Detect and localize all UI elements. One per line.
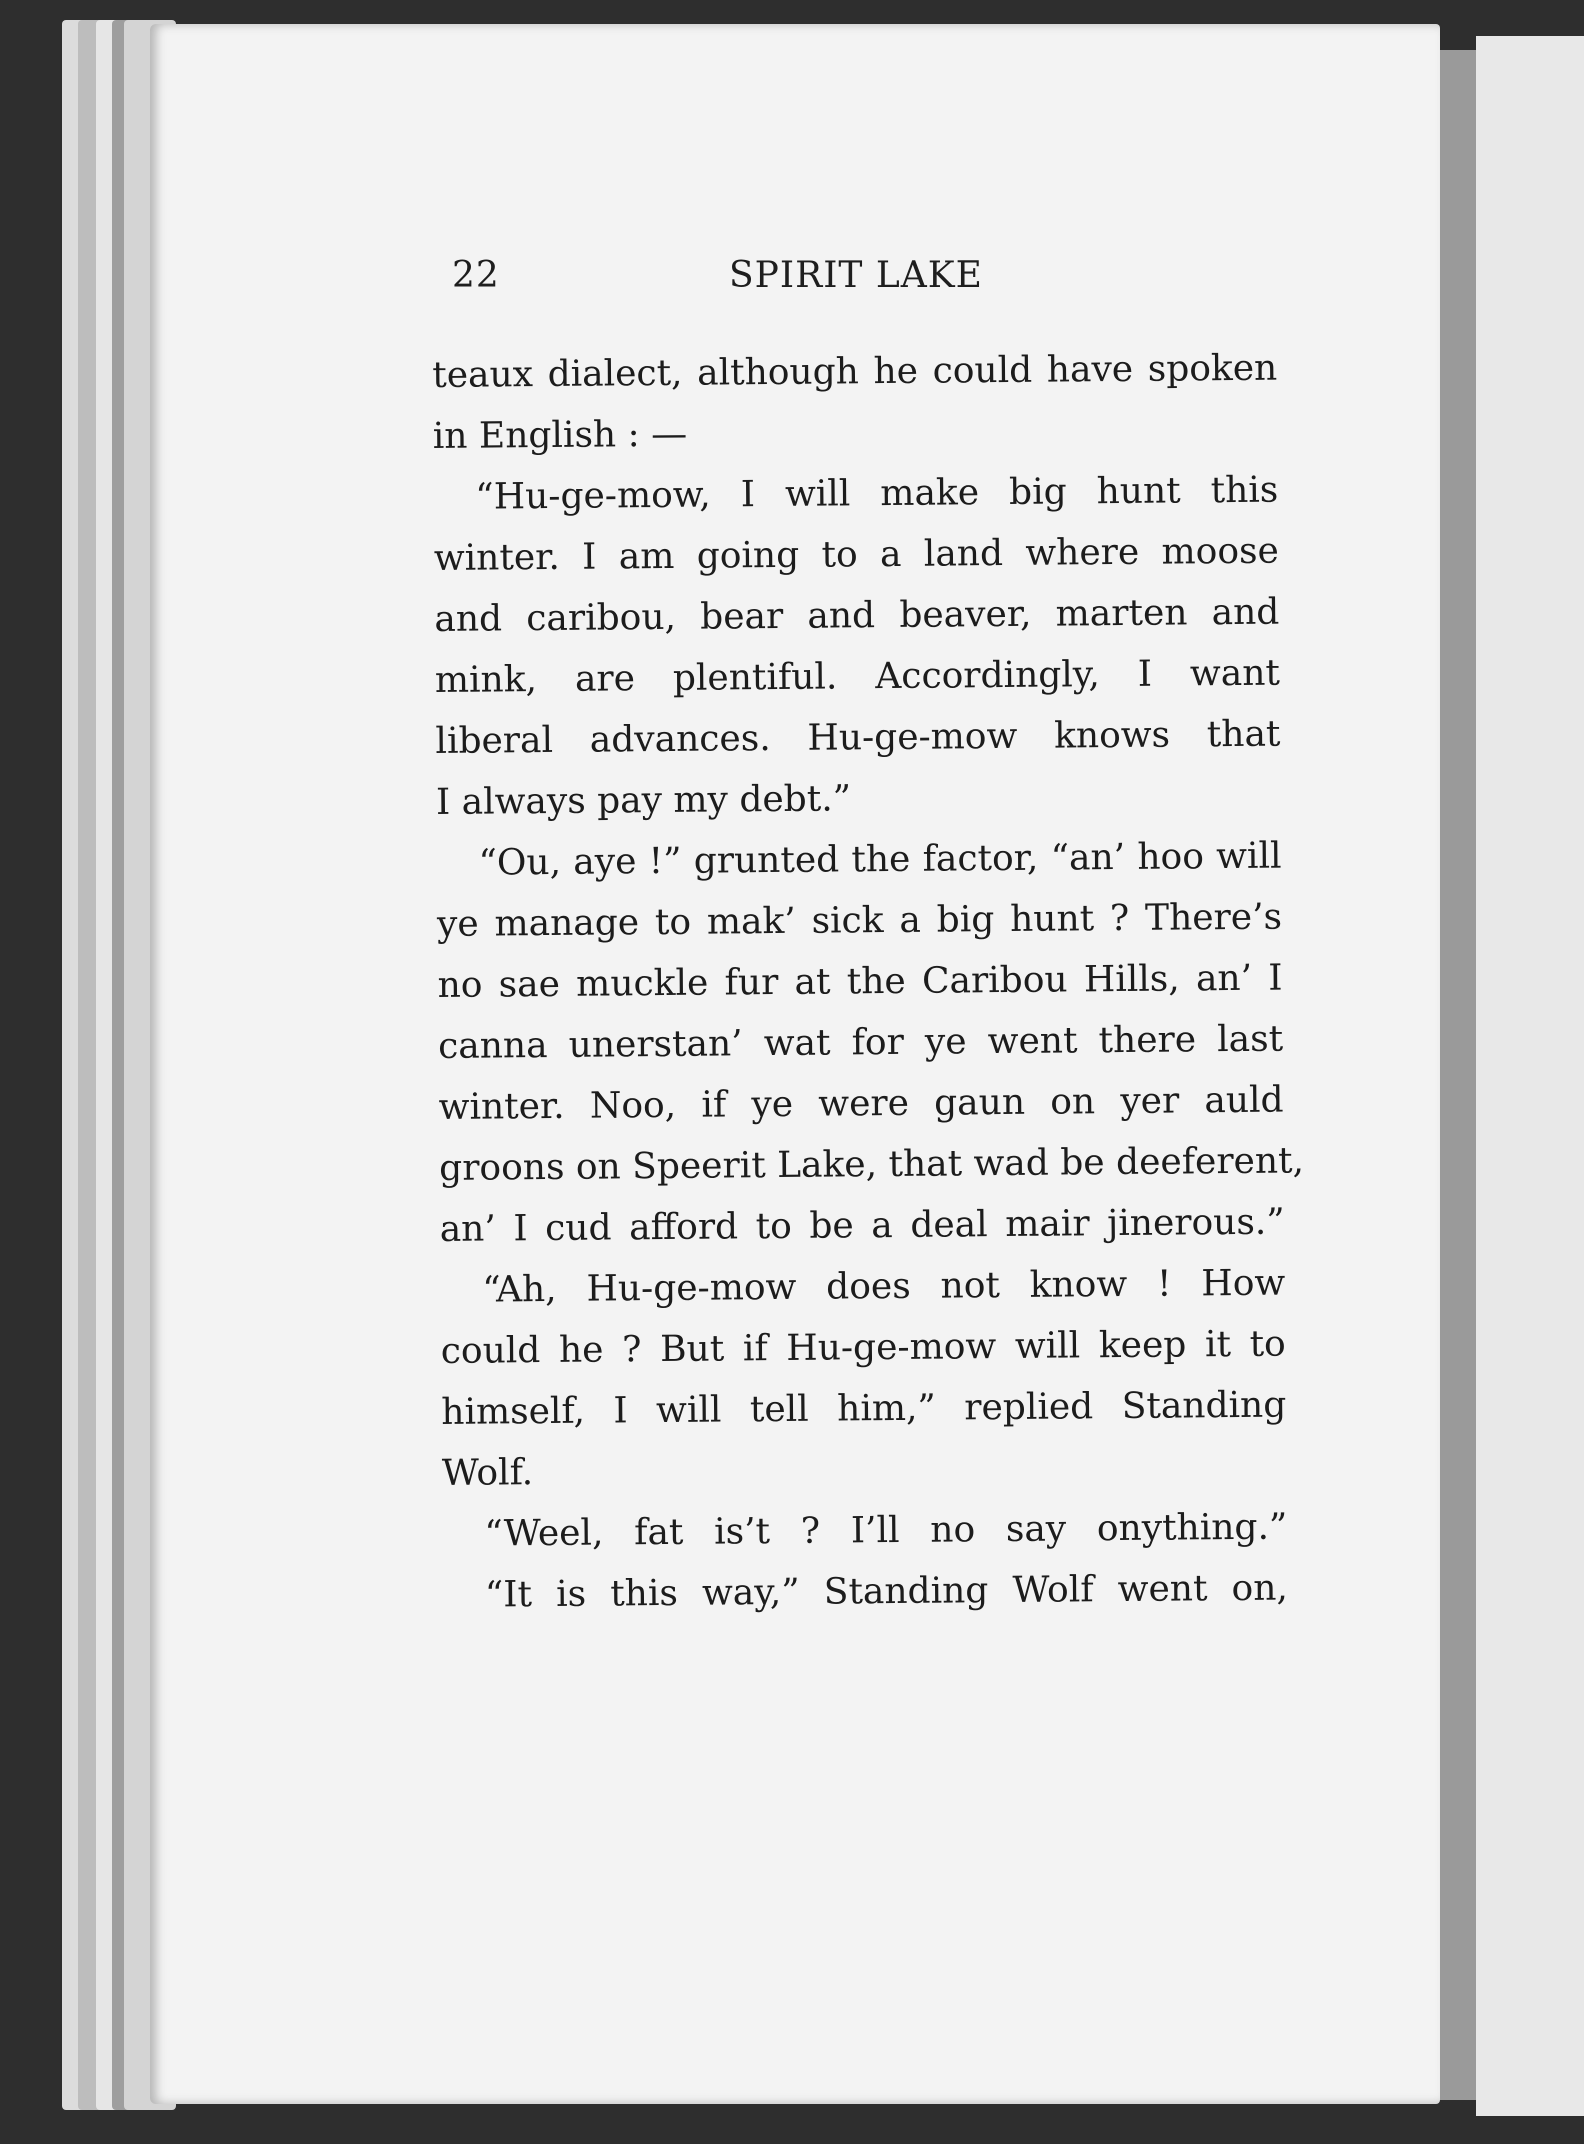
page-number: 22 [452, 255, 500, 296]
text-line: in English : — [432, 413, 688, 457]
text-line: no sae muckle fur at the Caribou Hills, an’ I [437, 957, 1283, 1006]
text-line: “It is this way,” Standing Wolf went on, [484, 1567, 1289, 1616]
text-line: and caribou, bear and beaver, marten and [434, 591, 1280, 640]
text-line: winter. I am going to a land where moose [433, 530, 1280, 579]
text-line: ye manage to mak’ sick a big hunt ? There’s [436, 896, 1283, 945]
text-line: I always pay my debt.” [435, 778, 852, 823]
text-line: liberal advances. Hu-ge-mow knows that [435, 713, 1281, 762]
running-title: SPIRIT LAKE [729, 255, 983, 296]
body-text [432, 338, 1305, 1626]
facing-page-edge [1476, 36, 1584, 2116]
text-line: Wolf. [441, 1452, 534, 1494]
text-line: an’ I cud afford to be a deal mair jinerous.” [439, 1201, 1285, 1250]
text-line: “Weel, fat is’t ? I’ll no say onything.” [484, 1506, 1288, 1555]
text-line: teaux dialect, although he could have spoken [432, 347, 1278, 396]
text-line: “Hu-ge-mow, I will make big hunt this [475, 469, 1279, 518]
text-line: mink, are plentiful. Accordingly, I want [434, 652, 1281, 701]
text-line: could he ? But if Hu-ge-mow will keep it to [440, 1323, 1286, 1372]
text-line: groons on Speerit Lake, that wad be deeferent, [439, 1140, 1305, 1189]
text-line: “Ou, aye !” grunted the factor, “an’ hoo will [478, 835, 1282, 884]
text-line: himself, I will tell him,” replied Standing [441, 1384, 1287, 1433]
text-line: “Ah, Hu-ge-mow does not know ! How [482, 1262, 1286, 1311]
text-line: winter. Noo, if ye were gaun on yer auld [438, 1079, 1284, 1128]
text-line: canna unerstan’ wat for ye went there last [437, 1018, 1284, 1067]
gutter-shadow [1440, 50, 1476, 2100]
running-header [452, 255, 1272, 315]
